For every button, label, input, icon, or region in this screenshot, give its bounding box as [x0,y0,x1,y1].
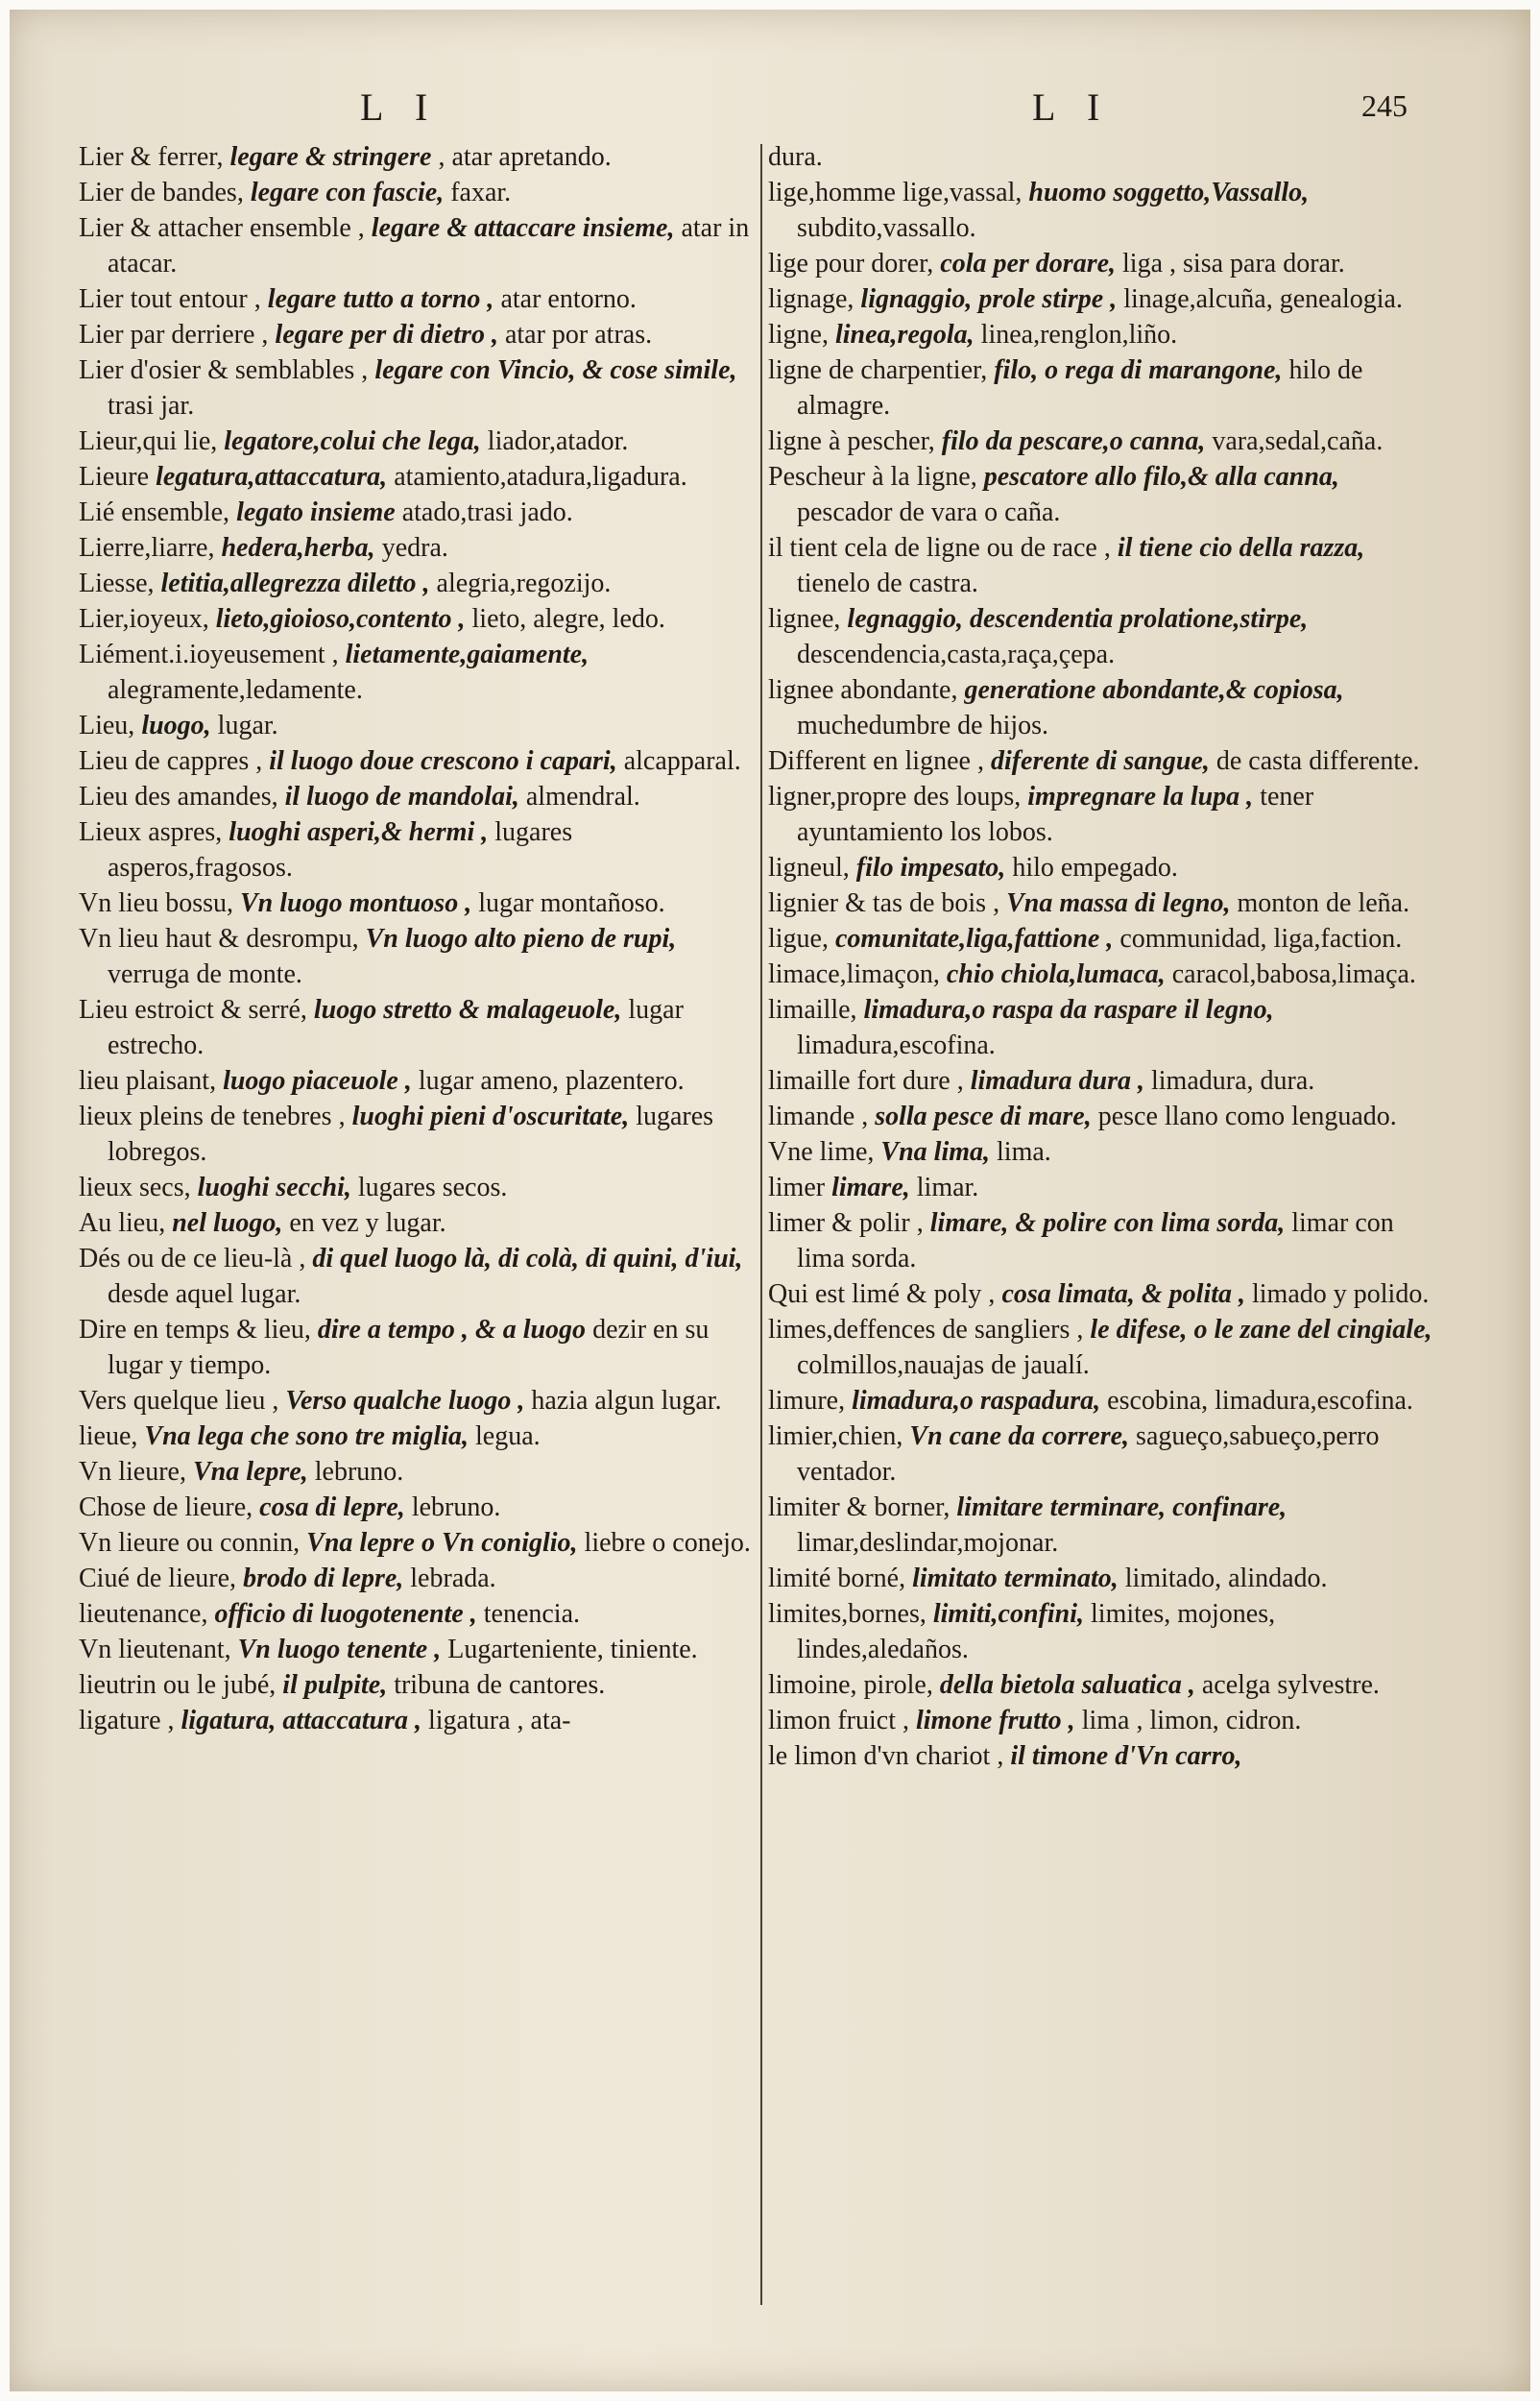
italian-term: huomo soggetto,Vassallo, [1028,178,1310,207]
dictionary-entry [79,495,751,530]
spanish-term: limitado, alindado. [1124,1564,1328,1593]
italian-term: legato insieme [236,497,396,527]
french-term: Different en lignee , [768,746,984,776]
french-term: Vn lieure ou connin, [79,1528,301,1558]
french-term: lieue, [79,1421,138,1451]
spanish-term: Lugarteniente, tiniente. [447,1635,698,1664]
spanish-term: linea,renglon,liño. [980,320,1178,350]
spanish-term: alegria,regozijo. [436,569,612,598]
italian-term: il luogo de mandolai, [284,782,519,812]
french-term: Lier d'osier & semblables , [79,355,369,385]
french-term: ligne de charpentier, [768,355,988,385]
italian-term: lietamente,gaiamente, [345,640,590,669]
dictionary-entry [79,1170,751,1205]
spanish-term: en vez y lugar. [289,1208,446,1238]
italian-term: limitare terminare, confinare, [956,1492,1287,1522]
dictionary-entry [768,885,1440,921]
italian-term: Vn cane da correre, [909,1421,1130,1451]
italian-term: nel luogo, [172,1208,283,1238]
spanish-term: limar,deslindar,mojonar. [797,1528,1059,1558]
spanish-term: limar. [916,1173,979,1202]
dictionary-entry [79,637,751,708]
french-term: limure, [768,1386,846,1416]
french-term: Vers quelque lieu , [79,1386,279,1416]
french-term: Lieu, [79,711,135,740]
spanish-term: atar in atacar. [108,213,750,279]
spanish-term: limado y polido. [1252,1279,1430,1309]
spanish-term: pescador de vara o caña. [797,497,1061,527]
dictionary-entry [79,210,751,281]
spanish-term: descendencia,casta,raça,çepa. [797,640,1116,669]
spanish-term: hilo de almagre. [797,355,1363,421]
spanish-term: lugares lobregos. [108,1102,714,1167]
italian-term: il timone d'Vn carro, [1010,1741,1242,1771]
french-term: limes,deffences de sangliers , [768,1315,1084,1345]
dictionary-entry [79,459,751,495]
spanish-term: dezir en su lugar y tiempo. [108,1315,710,1380]
italian-term: le difese, o le zane del cingiale, [1090,1315,1432,1345]
dictionary-entry [79,814,751,885]
spanish-term: limadura,escofina. [797,1031,996,1060]
dictionary-entry [79,1561,751,1596]
dictionary-entry [768,1596,1440,1667]
french-term: ligneul, [768,853,850,883]
italian-term: luogo stretto & malageuole, [313,995,622,1025]
spanish-term: ligatura , ata- [428,1706,571,1735]
dictionary-entry [79,921,751,992]
french-term: lieutenance, [79,1599,208,1629]
french-term: Vne lime, [768,1137,875,1167]
french-term: limier,chien, [768,1421,903,1451]
spanish-term: legua. [475,1421,541,1451]
dictionary-entry [768,317,1440,352]
french-term: Lieu estroict & serré, [79,995,307,1025]
french-term: Lieu de cappres , [79,746,263,776]
dictionary-entry [79,1596,751,1632]
french-term: Lié ensemble, [79,497,230,527]
french-term: Lier,ioyeux, [79,604,209,634]
italian-term: linea,regola, [835,320,975,350]
spanish-term: trasi jar. [108,391,195,421]
dictionary-page [10,10,1530,2391]
french-term: Lier de bandes, [79,178,244,207]
italian-term: ligatura, attaccatura , [180,1706,421,1735]
french-term: lieu plaisant, [79,1066,217,1096]
italian-term: limare, [831,1173,910,1202]
spanish-term: lebruno. [314,1457,404,1487]
dictionary-entry [768,1703,1440,1738]
french-term: lignage, [768,284,854,314]
dictionary-entry [79,1632,751,1667]
spanish-term: communidad, liga,faction. [1119,924,1403,954]
italian-term: limare, & polire con lima sorda, [929,1208,1286,1238]
italian-term: luoghi asperi,& hermi , [229,817,489,847]
french-term: Qui est limé & poly , [768,1279,996,1309]
spanish-term: faxar. [450,178,512,207]
dictionary-entry [768,601,1440,672]
dictionary-entry [79,175,751,210]
italian-term: legare & stringere [229,142,432,172]
dictionary-entry [768,1738,1440,1774]
french-term: lieux pleins de tenebres , [79,1102,346,1131]
dictionary-entry [768,957,1440,992]
spanish-term: , atar apretando. [438,142,612,172]
italian-term: legare con Vincio, & cose simile, [374,355,737,385]
french-term: lieux secs, [79,1173,191,1202]
dictionary-entry [768,779,1440,850]
french-term: lige pour dorer, [768,249,934,279]
dictionary-entry [768,921,1440,957]
italian-term: limitato terminato, [912,1564,1119,1593]
french-term: Ciué de lieure, [79,1564,237,1593]
dictionary-entry [768,1561,1440,1596]
spanish-term: lugar estrecho. [108,995,684,1060]
dictionary-entry [79,1312,751,1383]
spanish-term: almendral. [525,782,640,812]
dictionary-entry [79,317,751,352]
dictionary-entry [768,1276,1440,1312]
spanish-term: sagueço,sabueço,perro ventador. [797,1421,1380,1487]
dictionary-entry [768,424,1440,459]
spanish-term: atamiento,atadura,ligadura. [394,462,687,492]
header-left: L I [360,85,440,129]
spanish-term: limadura, dura. [1151,1066,1315,1096]
italian-term: il tiene cio della razza, [1117,533,1365,563]
french-term: Lier & attacher ensemble , [79,213,365,243]
italian-term: Vna lepre, [192,1457,308,1487]
dictionary-entry [79,281,751,317]
french-term: limaille, [768,995,857,1025]
dictionary-entry [768,530,1440,601]
italian-term: limone frutto , [915,1706,1075,1735]
french-term: Lierre,liarre, [79,533,215,563]
italian-term: legnaggio, descendentia prolatione,stirpe, [847,604,1309,634]
dictionary-entry [79,708,751,743]
dictionary-entry [768,1170,1440,1205]
french-term: limer & polir , [768,1208,924,1238]
dictionary-entry [79,1241,751,1312]
italian-term: cola per dorare, [940,249,1117,279]
french-term: Pescheur à la ligne, [768,462,977,492]
dictionary-entry [79,601,751,637]
spanish-term: lebrada. [410,1564,496,1593]
french-term: Lieur,qui lie, [79,426,218,456]
dictionary-entry [768,1099,1440,1134]
italian-term: generatione abondante,& copiosa, [964,675,1344,705]
dictionary-entry [768,246,1440,281]
dictionary-entry [768,281,1440,317]
french-term: lignee, [768,604,841,634]
french-term: Liesse, [79,569,155,598]
spanish-term: lugar. [217,711,278,740]
italian-term: legare con fascie, [250,178,445,207]
dictionary-entry [768,672,1440,743]
french-term: lignee abondante, [768,675,958,705]
dictionary-entry [768,1490,1440,1561]
spanish-term: lieto, alegre, ledo. [471,604,665,634]
right-column [768,139,1440,1774]
italian-term: cosa di lepre, [259,1492,405,1522]
french-term: le limon d'vn chariot , [768,1741,1004,1771]
italian-term: lignaggio, prole stirpe , [860,284,1118,314]
french-term: ligner,propre des loups, [768,782,1022,812]
french-term: Liément.i.ioyeusement , [79,640,339,669]
dictionary-entry [79,1099,751,1170]
french-term: ligue, [768,924,829,954]
italian-term: legatura,attaccatura, [156,462,388,492]
french-term: limité borné, [768,1564,906,1593]
spanish-term: caracol,babosa,limaça. [1171,959,1416,989]
italian-term: luoghi secchi, [197,1173,351,1202]
spanish-term: lugares asperos,fragosos. [108,817,573,883]
dictionary-entry [768,1667,1440,1703]
spanish-term: colmillos,nauajas de jaualí. [797,1350,1090,1380]
header-center: L I [1032,85,1112,129]
dictionary-entry [79,1063,751,1099]
dictionary-entry [768,1419,1440,1490]
french-term: Au lieu, [79,1208,166,1238]
italian-term: il pulpite, [282,1670,388,1700]
italian-term: chio chiola,lumaca, [946,959,1166,989]
dictionary-entry [768,850,1440,885]
spanish-term: acelga sylvestre. [1201,1670,1380,1700]
left-column [79,139,751,1738]
dictionary-entry [79,885,751,921]
spanish-term: lebruno. [411,1492,501,1522]
spanish-term: atado,trasi jado. [401,497,573,527]
italian-term: limiti,confini, [932,1599,1085,1629]
italian-term: comunitate,liga,fattione , [835,924,1114,954]
italian-term: filo impesato, [855,853,1006,883]
dictionary-entry [79,424,751,459]
french-term: ligne à pescher, [768,426,935,456]
french-term: ligne, [768,320,829,350]
spanish-term: lima , limon, cidron. [1081,1706,1302,1735]
spanish-term: hilo empegado. [1012,853,1178,883]
spanish-term: hazia algun lugar. [531,1386,722,1416]
dictionary-entry [768,1063,1440,1099]
spanish-term: liebre o conejo. [584,1528,751,1558]
spanish-term: alegramente,ledamente. [108,675,363,705]
spanish-term: tribuna de cantores. [394,1670,606,1700]
spanish-term: limar con lima sorda. [797,1208,1394,1273]
spanish-term: de casta differente. [1215,746,1420,776]
spanish-term: liador,atador. [487,426,629,456]
french-term: lieutrin ou le jubé, [79,1670,277,1700]
italian-term: della bietola saluatica , [939,1670,1195,1700]
italian-term: hedera,herba, [221,533,375,563]
french-term: Dire en temps & lieu, [79,1315,311,1345]
french-term: Lier par derriere , [79,320,269,350]
italian-term: Vna lepre o Vn coniglio, [306,1528,578,1558]
dictionary-entry [79,992,751,1063]
dictionary-entry [79,1419,751,1454]
french-term: lige,homme lige,vassal, [768,178,1023,207]
spanish-term: pesce llano como lenguado. [1097,1102,1397,1131]
italian-term: diferente di sangue, [990,746,1210,776]
french-term: ligature , [79,1706,175,1735]
spanish-term: linage,alcuña, genealogia. [1123,284,1403,314]
french-term: limites,bornes, [768,1599,926,1629]
italian-term: limadura,o raspa da raspare il legno, [863,995,1274,1025]
dictionary-entry [768,175,1440,246]
dictionary-entry [79,1454,751,1490]
dictionary-entry [768,1205,1440,1276]
french-term: limaille fort dure , [768,1066,964,1096]
italian-term: Vna lega che sono tre miglia, [144,1421,469,1451]
french-term: Lieu des amandes, [79,782,278,812]
page-number: 245 [1361,88,1408,123]
italian-term: limadura,o raspadura, [852,1386,1101,1416]
french-term: Dés ou de ce lieu-là , [79,1244,306,1273]
spanish-term: escobina, limadura,escofina. [1107,1386,1413,1416]
italian-term: Vn luogo montuoso , [240,888,472,918]
french-term: Vn lieutenant, [79,1635,231,1664]
dictionary-entry [79,1667,751,1703]
spanish-term: alcapparal. [623,746,741,776]
italian-term: brodo di lepre, [243,1564,404,1593]
italian-term: filo da pescare,o canna, [941,426,1206,456]
dictionary-entry [79,1703,751,1738]
dictionary-entry [79,743,751,779]
dictionary-entry [79,139,751,175]
italian-term: Vna lima, [880,1137,991,1167]
dictionary-entry [79,530,751,566]
dictionary-entry [768,139,1440,175]
french-term: limiter & borner, [768,1492,950,1522]
spanish-term: muchedumbre de hijos. [797,711,1049,740]
spanish-term: monton de leña. [1237,888,1410,918]
dictionary-entry [768,1134,1440,1170]
spanish-term: yedra. [381,533,448,563]
dictionary-entry [768,743,1440,779]
italian-term: luoghi pieni d'oscuritate, [351,1102,630,1131]
french-term: limande , [768,1102,869,1131]
french-term: Lieux aspres, [79,817,223,847]
spanish-term: lugares secos. [357,1173,508,1202]
spanish-term: tenencia. [483,1599,581,1629]
spanish-term: desde aquel lugar. [108,1279,301,1309]
italian-term: lieto,gioioso,contento , [215,604,466,634]
italian-term: luogo piaceuole , [223,1066,412,1096]
italian-term: pescatore allo filo,& alla canna, [983,462,1339,492]
french-term: il tient cela de ligne ou de race , [768,533,1111,563]
dictionary-entry [79,1525,751,1561]
dictionary-entry [79,1490,751,1525]
italian-term: dire a tempo , & a luogo [317,1315,587,1345]
spanish-term: lima. [997,1137,1051,1167]
italian-term: Vna massa di legno, [1006,888,1231,918]
italian-term: Vn luogo alto pieno de rupi, [365,924,677,954]
italian-term: Vn luogo tenente , [237,1635,442,1664]
french-term: Vn lieu bossu, [79,888,233,918]
spanish-term: subdito,vassallo. [797,213,976,243]
italian-term: legare tutto a torno , [267,284,494,314]
spanish-term: atar entorno. [500,284,637,314]
spanish-term: tienelo de castra. [797,569,978,598]
spanish-term: atar por atras. [504,320,653,350]
dictionary-entry [79,566,751,601]
column-divider [760,144,762,2305]
dictionary-entry [768,352,1440,424]
italian-term: letitia,allegrezza diletto , [160,569,430,598]
dictionary-entry [768,459,1440,530]
french-term: Lieure [79,462,150,492]
french-term: Lier & ferrer, [79,142,224,172]
italian-term: limadura dura , [970,1066,1144,1096]
italian-term: legare & attaccare insieme, [371,213,675,243]
spanish-term: lugar montañoso. [478,888,665,918]
french-term: limon fruict , [768,1706,909,1735]
spanish-term: verruga de monte. [108,959,302,989]
dictionary-entry [79,1383,751,1419]
italian-term: Verso qualche luogo , [285,1386,525,1416]
spanish-term: tener ayuntamiento los lobos. [797,782,1314,847]
italian-term: filo, o rega di marangone, [994,355,1283,385]
dictionary-entry [768,1312,1440,1383]
french-term: Vn lieure, [79,1457,186,1487]
italian-term: legatore,colui che lega, [224,426,481,456]
french-term: limoine, pirole, [768,1670,933,1700]
spanish-term: limites, mojones, lindes,aledaños. [797,1599,1276,1664]
french-term: lignier & tas de bois , [768,888,1000,918]
italian-term: solla pesce di mare, [875,1102,1092,1131]
french-term: Vn lieu haut & desrompu, [79,924,359,954]
italian-term: di quel luogo là, di colà, di quini, d'iui, [312,1244,743,1273]
french-term: dura. [768,142,823,172]
french-term: limace,limaçon, [768,959,940,989]
dictionary-entry [79,779,751,814]
french-term: limer [768,1173,826,1202]
dictionary-entry [768,992,1440,1063]
spanish-term: lugar ameno, plazentero. [418,1066,685,1096]
french-term: Lier tout entour , [79,284,261,314]
italian-term: legare per di dietro , [275,320,498,350]
spanish-term: vara,sedal,caña. [1212,426,1384,456]
spanish-term: liga , sisa para dorar. [1122,249,1345,279]
italian-term: impregnare la lupa , [1027,782,1254,812]
italian-term: cosa limata, & polita , [1001,1279,1245,1309]
italian-term: luogo, [141,711,211,740]
italian-term: il luogo doue crescono i capari, [269,746,617,776]
italian-term: officio di luogotenente , [214,1599,477,1629]
dictionary-entry [768,1383,1440,1419]
dictionary-entry [79,1205,751,1241]
french-term: Chose de lieure, [79,1492,253,1522]
dictionary-entry [79,352,751,424]
